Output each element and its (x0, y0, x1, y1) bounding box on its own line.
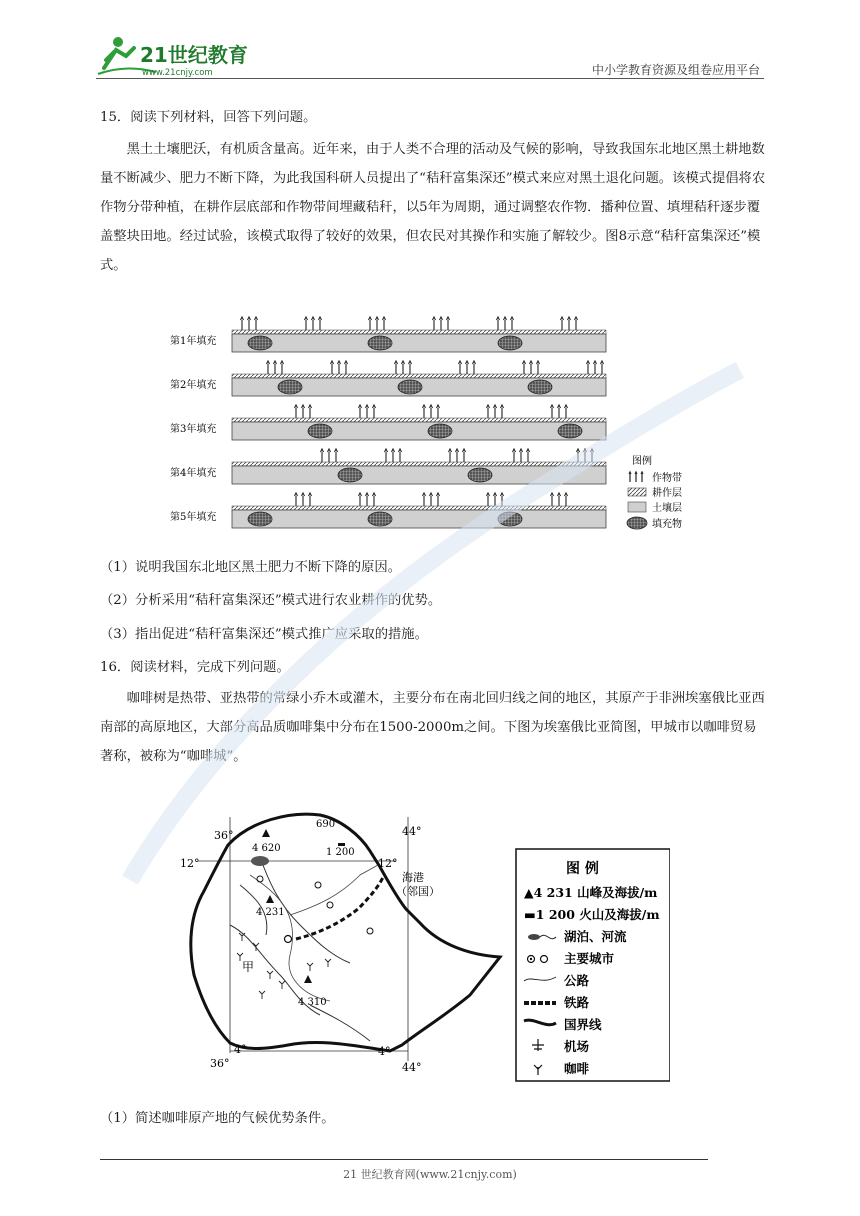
crop-strip-icon (433, 317, 450, 330)
straw-fill (558, 424, 582, 438)
legend-road: 公路 (564, 973, 590, 988)
legend-crop-icon (629, 472, 643, 482)
lat-label-4-left: 4° (234, 1043, 247, 1056)
figure-row-label: 第2年填充 (170, 380, 217, 391)
straw-fill (468, 468, 492, 482)
crop-strip-icon (513, 449, 530, 462)
crop-strip-icon (241, 317, 258, 330)
q15-question-1: （1）说明我国东北地区黑土肥力不断下降的原因。 (100, 560, 401, 575)
legend-fill-swatch (627, 517, 647, 529)
crop-strip-icon (551, 493, 568, 506)
crop-strip-icon (561, 317, 578, 330)
map-legend (516, 849, 670, 1081)
q15-question-2: （2）分析采用“秸秆富集深还”模式进行农业耕作的优势。 (100, 593, 442, 608)
crop-strip-icon (305, 317, 322, 330)
coffee-icon (267, 971, 273, 979)
legend-city: 主要城市 (564, 951, 615, 966)
legend-title: 图例 (632, 456, 652, 467)
crop-strip-icon (459, 361, 476, 374)
straw-fill (308, 424, 332, 438)
lon-label-36-bottom: 36° (210, 1057, 230, 1070)
port-label: 海港 (402, 871, 424, 884)
header-rule (96, 78, 764, 79)
footer-rule (100, 1159, 708, 1160)
footer-text: 21 世纪教育网(www.21cnjy.com) (343, 1168, 517, 1181)
lon-label-44-bottom: 44° (402, 1061, 422, 1074)
tillage-layer (232, 330, 606, 334)
legend-coffee: 咖啡 (564, 1061, 590, 1076)
volcano-icon (338, 843, 345, 846)
coffee-icon (259, 991, 265, 999)
figure-row-label: 第1年填充 (170, 336, 217, 347)
straw-fill (368, 512, 392, 526)
lon-label-36-top: 36° (214, 829, 234, 842)
crop-strip-icon (395, 361, 412, 374)
map-legend-title: 图 例 (566, 861, 599, 877)
peak-label-1: 4 620 (252, 843, 281, 854)
crop-strip-icon (331, 361, 348, 374)
legend-lake-river: 湖泊、河流 (564, 929, 627, 944)
peak-icon (266, 895, 274, 903)
logo-text: 21世纪教育 (140, 43, 248, 67)
figure-row-label: 第4年填充 (170, 468, 217, 479)
crop-strip-icon (423, 493, 440, 506)
ethiopia-map (170, 805, 670, 1095)
coffee-icon (325, 959, 331, 967)
crop-strip-icon (267, 361, 284, 374)
peak-label-2: 4 231 (256, 907, 285, 918)
peak-icon (304, 975, 312, 983)
site-logo (96, 34, 266, 80)
logo-url: www.21cnjy.com (142, 68, 213, 78)
legend-peak: ▲4 231 山峰及海拔/m (524, 885, 658, 900)
lat-label-12-left: 12° (180, 857, 200, 870)
coffee-icon (307, 963, 313, 971)
figure-legend (627, 454, 682, 530)
peak-icon (262, 829, 270, 837)
soil-layer (232, 422, 606, 440)
crop-strip-icon (295, 405, 312, 418)
straw-fill (498, 336, 522, 350)
q15-material: 黑土土壤肥沃，有机质含量高。近年来，由于人类不合理的活动及气候的影响，导致我国东北地区黑土耕地数量不断减少、肥力不断下降，为此我国科研人员提出了“秸秆富集深还”模式来应对黑土退化问题。该模式提倡将农作物分带种植，在耕作层底部和作物带间埋藏秸秆，以5年为周期，通过调整农作物．播种位置、填埋秸秆逐步覆盖整块田地。经过试验，该模式取得了较好的效果，但农民对其操作和实施了解较少。图8示意“秸秆富集深还”模式。 (100, 142, 766, 273)
legend-tillage-swatch (628, 488, 646, 496)
lat-label-12-right: 12° (378, 857, 398, 870)
crop-strip-icon (577, 449, 594, 462)
soil-layer (232, 334, 606, 352)
crop-strip-icon (497, 317, 514, 330)
lon-label-44-top: 44° (402, 825, 422, 838)
crop-strip-icon (487, 405, 504, 418)
tillage-layer (232, 418, 606, 422)
legend-border: 国界线 (564, 1017, 602, 1032)
crop-strip-icon (385, 449, 402, 462)
crop-strip-icon (359, 493, 376, 506)
straw-fill (248, 512, 272, 526)
figure-row-label: 第3年填充 (170, 424, 217, 435)
straw-fill (368, 336, 392, 350)
tillage-layer (232, 462, 606, 466)
figure-row (170, 317, 606, 352)
crop-strip-icon (295, 493, 312, 506)
volcano-label-2: 1 200 (326, 847, 355, 858)
soil-layer (232, 466, 606, 484)
legend-item-crop: 作物带 (652, 473, 682, 484)
soil-layer (232, 510, 606, 528)
straw-fill (338, 468, 362, 482)
legend-item-tillage: 耕作层 (652, 488, 682, 499)
legend-item-fill: 填充物 (652, 519, 682, 530)
straw-mode-figure (160, 312, 700, 542)
railway-line (296, 875, 384, 939)
figure-row-label: 第5年填充 (170, 512, 217, 523)
legend-railway: 铁路 (564, 995, 590, 1010)
crop-strip-icon (321, 449, 338, 462)
legend-volcano: ▬1 200 火山及海拔/m (524, 907, 660, 922)
figure-row (170, 361, 606, 396)
lat-label-4-right: 4° (378, 1045, 391, 1058)
figure-row (170, 405, 606, 440)
coffee-icon (239, 933, 245, 941)
volcano-label-1: 690 (316, 819, 336, 830)
city-jia-label: 甲 (242, 960, 255, 974)
crop-strip-icon (523, 361, 540, 374)
straw-fill (398, 380, 422, 394)
q16-material: 咖啡树是热带、亚热带的常绿小乔木或灌木，主要分布在南北回归线之间的地区，其原产于非洲埃塞俄比亚西南部的高原地区，大部分高品质咖啡集中分布在1500-2000m之间。下图为埃塞俄比亚简图，甲城市以咖啡贸易著称，被称为“咖啡城”。 (100, 691, 765, 764)
q16-question-1: （1）简述咖啡原产地的气候优势条件。 (100, 1111, 335, 1126)
straw-fill (498, 512, 522, 526)
crop-strip-icon (551, 405, 568, 418)
legend-item-soil: 土壤层 (652, 503, 682, 514)
legend-airport: 机场 (564, 1039, 590, 1054)
crop-strip-icon (359, 405, 376, 418)
tillage-layer (232, 374, 606, 378)
straw-fill (428, 424, 452, 438)
legend-soil-swatch (628, 502, 646, 512)
straw-fill (248, 336, 272, 350)
platform-name: 中小学教育资源及组卷应用平台 (591, 63, 760, 77)
port-label-neighbor: （邻国） (396, 885, 440, 898)
crop-strip-icon (487, 493, 504, 506)
coffee-icon (279, 981, 285, 989)
straw-fill (278, 380, 302, 394)
figure-row (170, 449, 606, 484)
crop-strip-icon (423, 405, 440, 418)
straw-fill (528, 380, 552, 394)
q15-question-3: （3）指出促进“秸秆富集深还”模式推广应采取的措施。 (100, 627, 428, 642)
q15-title: 15．阅读下列材料，回答下列问题。 (100, 110, 317, 125)
peak-label-3: 4 310 (298, 997, 327, 1008)
tillage-layer (232, 506, 606, 510)
q16-title: 16．阅读材料，完成下列问题。 (100, 660, 290, 675)
crop-strip-icon (449, 449, 466, 462)
figure-row (170, 493, 606, 528)
lake-icon (251, 856, 269, 866)
crop-strip-icon (369, 317, 386, 330)
crop-strip-icon (587, 361, 604, 374)
